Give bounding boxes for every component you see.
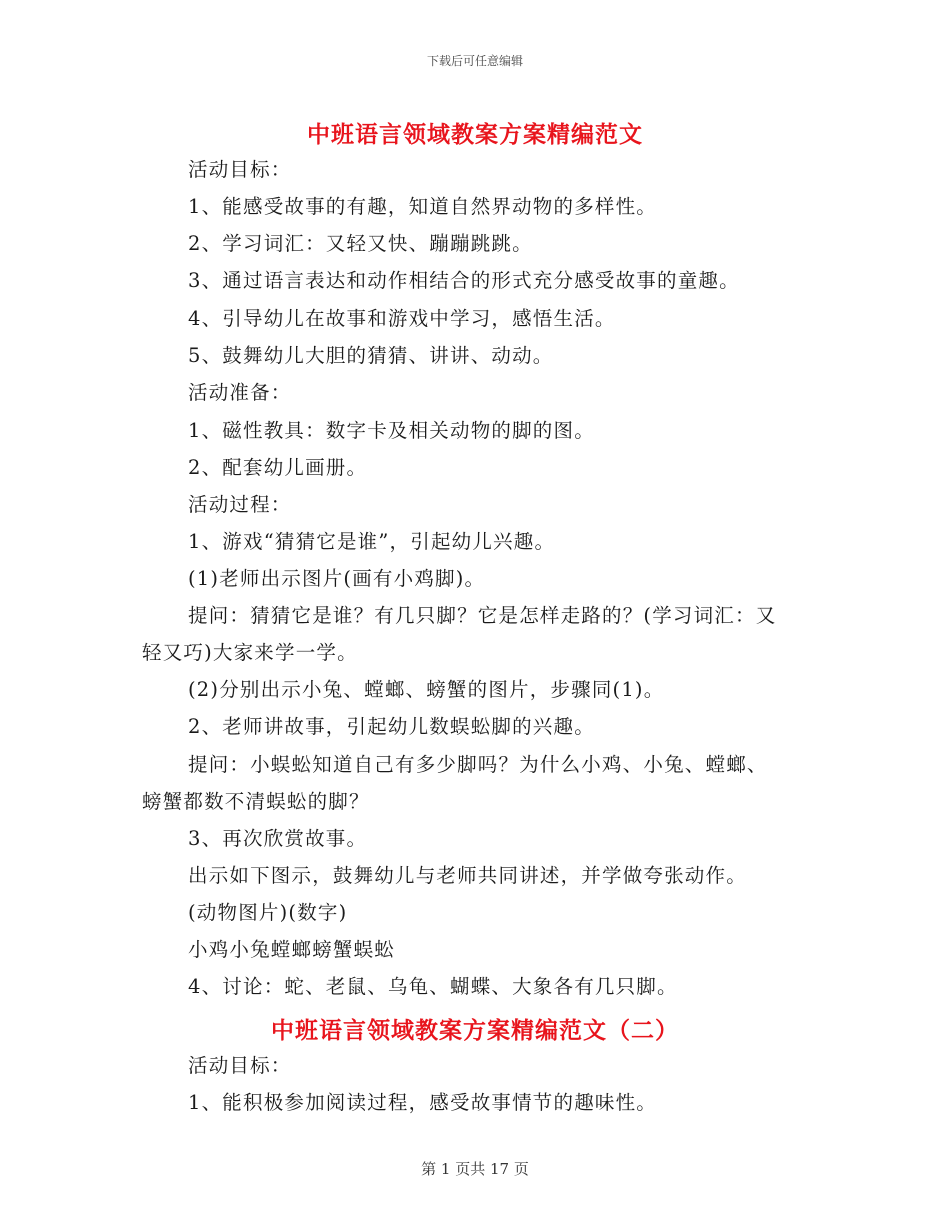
body-line: 2、学习词汇：又轻又快、蹦蹦跳跳。 (188, 232, 533, 255)
body-line: 小鸡小兔螳螂螃蟹蜈蚣 (188, 938, 396, 961)
body-line: 5、鼓舞幼儿大胆的猜猜、讲讲、动动。 (188, 344, 554, 367)
body-line: 4、讨论：蛇、老鼠、乌龟、蝴蝶、大象各有几只脚。 (188, 975, 678, 998)
body-line: 1、游戏“猜猜它是谁”，引起幼儿兴趣。 (188, 530, 556, 553)
page-footer: 第 1 页共 17 页 (421, 1160, 529, 1178)
body-line-continuation: 轻又巧)大家来学一学。 (142, 641, 358, 664)
body-line: 1、磁性教具：数字卡及相关动物的脚的图。 (188, 419, 595, 442)
document-title: 中班语言领域教案方案精编范文 (307, 121, 643, 148)
body-line: 提问：猜猜它是谁？有几只脚？它是怎样走路的？(学习词汇：又 (188, 604, 777, 627)
body-line: (2)分别出示小兔、螳螂、螃蟹的图片，步骤同(1)。 (188, 678, 665, 701)
body-line: 2、配套幼儿画册。 (188, 456, 368, 479)
body-line: (动物图片)(数字) (188, 901, 348, 924)
body-line: 2、老师讲故事，引起幼儿数蜈蚣脚的兴趣。 (188, 715, 595, 738)
body-line: 1、能积极参加阅读过程，感受故事情节的趣味性。 (188, 1091, 658, 1114)
section-heading: 活动目标： (188, 158, 292, 181)
section-heading: 活动目标： (188, 1054, 292, 1077)
section-heading: 活动过程： (188, 493, 292, 516)
body-line: (1)老师出示图片(画有小鸡脚)。 (188, 567, 486, 590)
document-title-2: 中班语言领域教案方案精编范文（二） (271, 1017, 679, 1044)
body-line: 3、再次欣赏故事。 (188, 827, 368, 850)
body-line: 3、通过语言表达和动作相结合的形式充分感受故事的童趣。 (188, 269, 740, 292)
body-line: 1、能感受故事的有趣，知道自然界动物的多样性。 (188, 195, 658, 218)
body-line-continuation: 螃蟹都数不清蜈蚣的脚？ (142, 790, 370, 813)
body-line: 提问：小蜈蚣知道自己有多少脚吗？为什么小鸡、小兔、螳螂、 (188, 753, 768, 776)
body-line: 出示如下图示，鼓舞幼儿与老师共同讲述，并学做夸张动作。 (188, 864, 747, 887)
page-header: 下载后可任意编辑 (426, 54, 523, 68)
section-heading: 活动准备： (188, 381, 292, 404)
body-line: 4、引导幼儿在故事和游戏中学习，感悟生活。 (188, 307, 616, 330)
